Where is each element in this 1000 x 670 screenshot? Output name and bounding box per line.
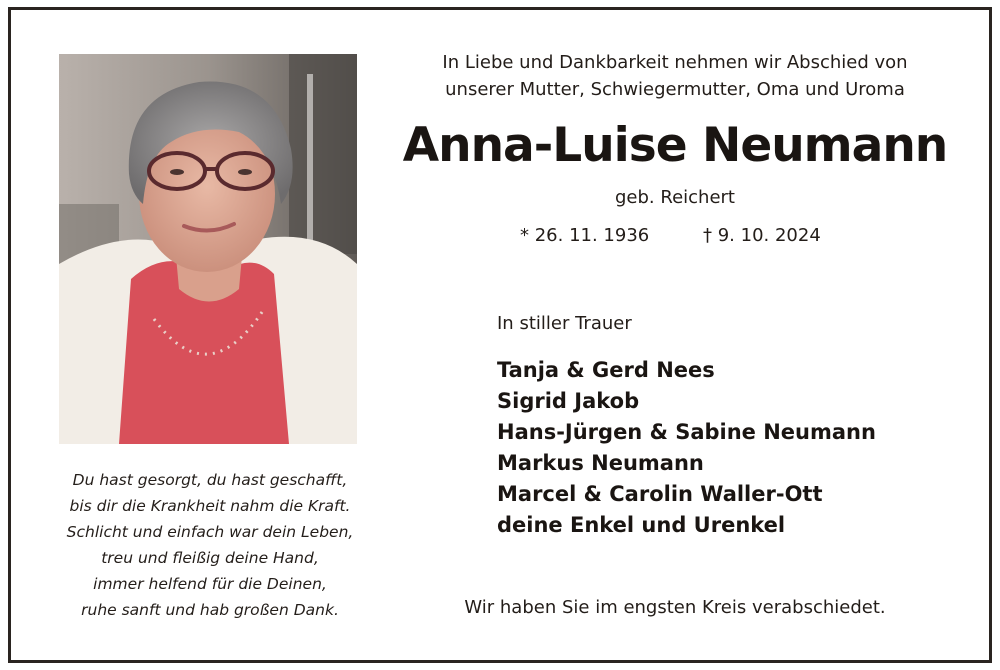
maiden-name: geb. Reichert: [615, 187, 735, 208]
mourner-item: deine Enkel und Urenkel: [497, 513, 786, 537]
mourner-item: Hans-Jürgen & Sabine Neumann: [497, 420, 876, 444]
intro-line: In Liebe und Dankbarkeit nehmen wir Abschied von: [442, 52, 908, 73]
poem-line: ruhe sanft und hab großen Dank.: [81, 601, 339, 619]
mourner-item: Sigrid Jakob: [497, 389, 640, 413]
life-dates: [395, 222, 955, 250]
mourning-heading: In stiller Trauer: [497, 313, 632, 334]
poem-line: bis dir die Krankheit nahm die Kraft.: [69, 497, 351, 515]
mourner-item: Marcel & Carolin Waller-Ott: [497, 482, 823, 506]
poem-line: treu und fleißig deine Hand,: [101, 549, 319, 567]
intro-line: unserer Mutter, Schwiegermutter, Oma und Uroma: [445, 79, 905, 100]
closing-note: Wir haben Sie im engsten Kreis verabschiedet.: [464, 597, 886, 618]
memorial-poem: [40, 467, 380, 623]
portrait-photo: [59, 54, 357, 444]
farewell-intro: [395, 49, 955, 103]
deceased-name: Anna-Luise Neumann: [402, 118, 948, 173]
birth-date: * 26. 11. 1936: [520, 225, 650, 246]
mourners-list: [497, 355, 876, 541]
poem-line: immer helfend für die Deinen,: [93, 575, 327, 593]
mourner-item: Tanja & Gerd Nees: [497, 358, 715, 382]
mourner-item: Markus Neumann: [497, 451, 704, 475]
poem-line: Du hast gesorgt, du hast geschafft,: [72, 471, 348, 489]
death-date: † 9. 10. 2024: [703, 225, 821, 246]
poem-line: Schlicht und einfach war dein Leben,: [66, 523, 354, 541]
